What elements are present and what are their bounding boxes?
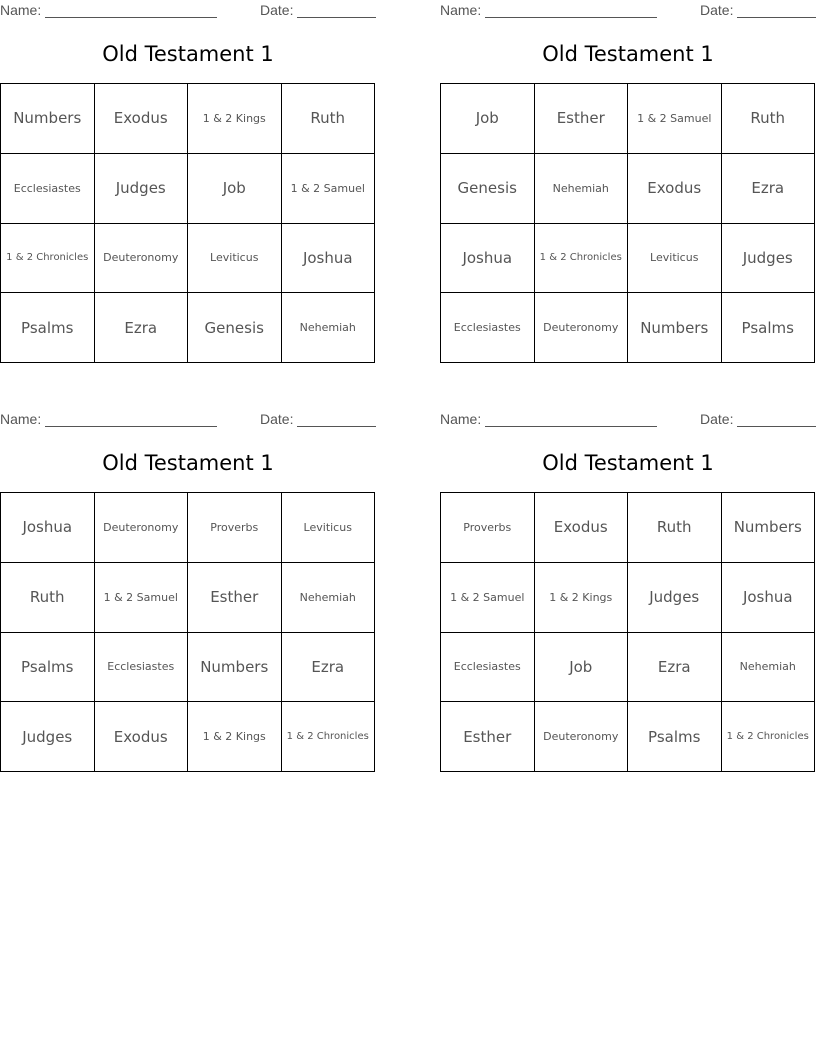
bingo-cell: Ezra <box>628 633 722 703</box>
name-label: Name: <box>440 411 482 427</box>
bingo-cell: Proverbs <box>188 493 282 563</box>
bingo-cell: Deuteronomy <box>535 702 629 772</box>
bingo-cell: Esther <box>441 702 535 772</box>
name-blank-line <box>485 2 657 18</box>
bingo-cell: Esther <box>535 84 629 154</box>
bingo-cell: Proverbs <box>441 493 535 563</box>
bingo-cell: Ruth <box>628 493 722 563</box>
bingo-cell: Exodus <box>95 84 189 154</box>
date-blank-line <box>297 411 376 427</box>
bingo-cell: Nehemiah <box>282 293 376 363</box>
card-title: Old Testament 1 <box>102 42 274 66</box>
bingo-cell: Nehemiah <box>535 154 629 224</box>
date-label: Date: <box>260 411 294 427</box>
bingo-cell: Genesis <box>441 154 535 224</box>
bingo-cell: Joshua <box>1 493 95 563</box>
bingo-cell: Ecclesiastes <box>95 633 189 703</box>
bingo-grid <box>0 83 375 363</box>
bingo-cell: Leviticus <box>282 493 376 563</box>
bingo-cell: Leviticus <box>188 224 282 294</box>
bingo-cell: Deuteronomy <box>95 493 189 563</box>
bingo-cell: 1 & 2 Samuel <box>441 563 535 633</box>
bingo-cell: 1 & 2 Chronicles <box>722 702 816 772</box>
bingo-cell: Joshua <box>722 563 816 633</box>
bingo-cell: Job <box>441 84 535 154</box>
bingo-cell: Job <box>188 154 282 224</box>
bingo-cell: Nehemiah <box>722 633 816 703</box>
name-label: Name: <box>0 411 42 427</box>
bingo-cell: Joshua <box>441 224 535 294</box>
bingo-cell: Deuteronomy <box>95 224 189 294</box>
bingo-cell: Nehemiah <box>282 563 376 633</box>
bingo-cell: 1 & 2 Samuel <box>628 84 722 154</box>
bingo-cell: 1 & 2 Chronicles <box>535 224 629 294</box>
bingo-cell: Ecclesiastes <box>441 633 535 703</box>
bingo-cell: Ezra <box>95 293 189 363</box>
bingo-cell: Judges <box>1 702 95 772</box>
bingo-cell: Numbers <box>188 633 282 703</box>
bingo-cell: Psalms <box>1 293 95 363</box>
bingo-cell: 1 & 2 Chronicles <box>282 702 376 772</box>
bingo-cell: 1 & 2 Samuel <box>95 563 189 633</box>
bingo-cell: Ruth <box>722 84 816 154</box>
card-title: Old Testament 1 <box>542 42 714 66</box>
card-header <box>440 0 816 22</box>
bingo-cell: 1 & 2 Samuel <box>282 154 376 224</box>
date-label: Date: <box>700 2 734 18</box>
bingo-cell: Exodus <box>535 493 629 563</box>
bingo-cell: Judges <box>95 154 189 224</box>
bingo-cell: Leviticus <box>628 224 722 294</box>
name-label: Name: <box>0 2 42 18</box>
card-title: Old Testament 1 <box>102 451 274 475</box>
bingo-cell: Numbers <box>628 293 722 363</box>
bingo-cell: Psalms <box>1 633 95 703</box>
date-blank-line <box>737 411 816 427</box>
date-blank-line <box>737 2 816 18</box>
date-blank-line <box>297 2 376 18</box>
bingo-cell: Exodus <box>95 702 189 772</box>
bingo-cell: Psalms <box>628 702 722 772</box>
name-blank-line <box>45 411 217 427</box>
date-label: Date: <box>700 411 734 427</box>
card-title: Old Testament 1 <box>542 451 714 475</box>
bingo-cell: 1 & 2 Kings <box>188 702 282 772</box>
bingo-cell: Numbers <box>1 84 95 154</box>
name-blank-line <box>485 411 657 427</box>
bingo-cell: 1 & 2 Kings <box>535 563 629 633</box>
name-label: Name: <box>440 2 482 18</box>
bingo-cell: Ezra <box>722 154 816 224</box>
name-blank-line <box>45 2 217 18</box>
bingo-cell: Ruth <box>282 84 376 154</box>
bingo-cell: Numbers <box>722 493 816 563</box>
card-header <box>0 409 376 431</box>
bingo-cell: Judges <box>628 563 722 633</box>
bingo-cell: 1 & 2 Kings <box>188 84 282 154</box>
bingo-cell: Esther <box>188 563 282 633</box>
bingo-cell: Genesis <box>188 293 282 363</box>
bingo-cell: Ezra <box>282 633 376 703</box>
card-header <box>440 409 816 431</box>
bingo-cell: Psalms <box>722 293 816 363</box>
bingo-cell: Ecclesiastes <box>1 154 95 224</box>
card-header <box>0 0 376 22</box>
bingo-cell: Judges <box>722 224 816 294</box>
bingo-cell: Exodus <box>628 154 722 224</box>
bingo-grid <box>440 83 815 363</box>
bingo-cell: Ruth <box>1 563 95 633</box>
bingo-grid <box>0 492 375 772</box>
bingo-cell: Ecclesiastes <box>441 293 535 363</box>
bingo-cell: 1 & 2 Chronicles <box>1 224 95 294</box>
date-label: Date: <box>260 2 294 18</box>
bingo-cell: Deuteronomy <box>535 293 629 363</box>
bingo-cell: Job <box>535 633 629 703</box>
bingo-grid <box>440 492 815 772</box>
bingo-cell: Joshua <box>282 224 376 294</box>
